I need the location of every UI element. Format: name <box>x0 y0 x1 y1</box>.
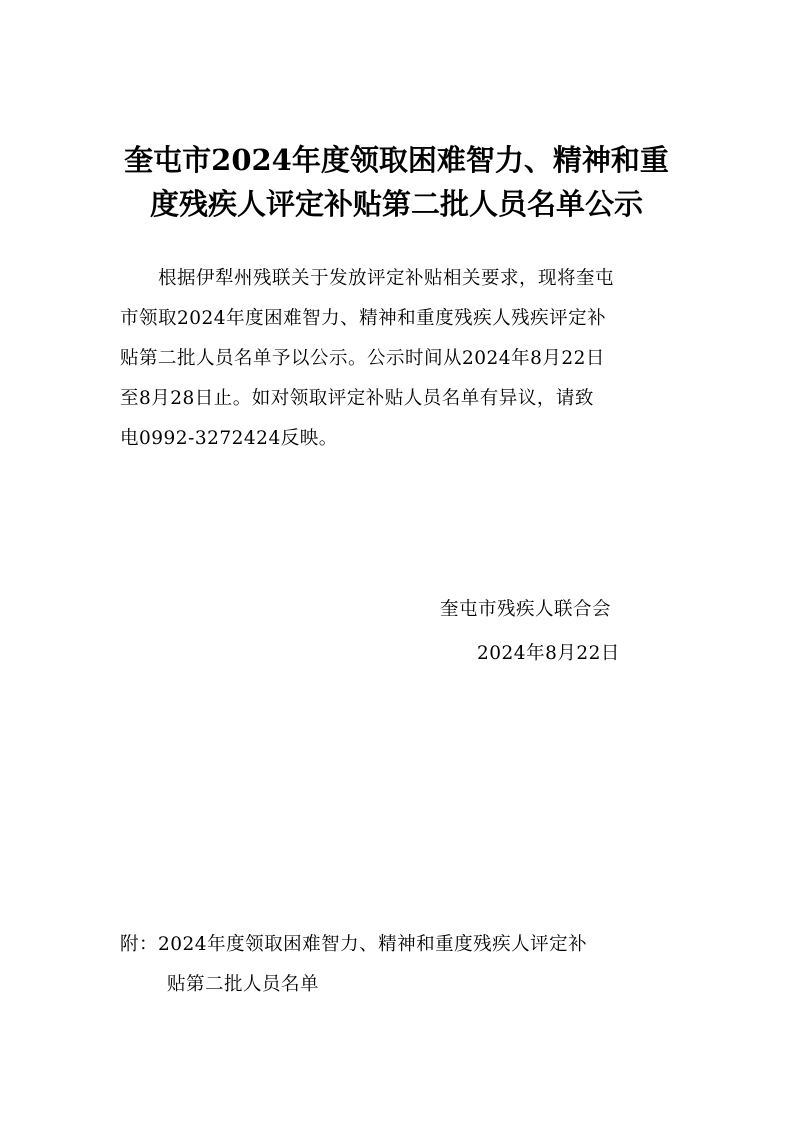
signature-organization: 奎屯市残疾人联合会 <box>440 599 612 620</box>
document-title-line-1: 奎屯市2024年度领取困难智力、精神和重 <box>124 143 669 177</box>
body-line-3: 贴第二批人员名单予以公示。公示时间从2024年8月22日 <box>120 348 605 369</box>
signature-date: 2024年8月22日 <box>477 643 620 664</box>
body-line-5: 电0992-3272424反映。 <box>120 428 338 449</box>
attachment-line-2: 贴第二批人员名单 <box>167 974 320 995</box>
body-line-2: 市领取2024年度困难智力、精神和重度残疾人残疾评定补 <box>120 308 607 329</box>
document-title-line-2: 度残疾人评定补贴第二批人员名单公示 <box>149 187 643 221</box>
attachment-line-1: 附：2024年度领取困难智力、精神和重度残疾人评定补 <box>120 934 588 955</box>
body-line-1: 根据伊犁州残联关于发放评定补贴相关要求，现将奎屯 <box>158 268 615 289</box>
body-line-4: 至8月28日止。如对领取评定补贴人员名单有异议，请致 <box>120 388 594 409</box>
